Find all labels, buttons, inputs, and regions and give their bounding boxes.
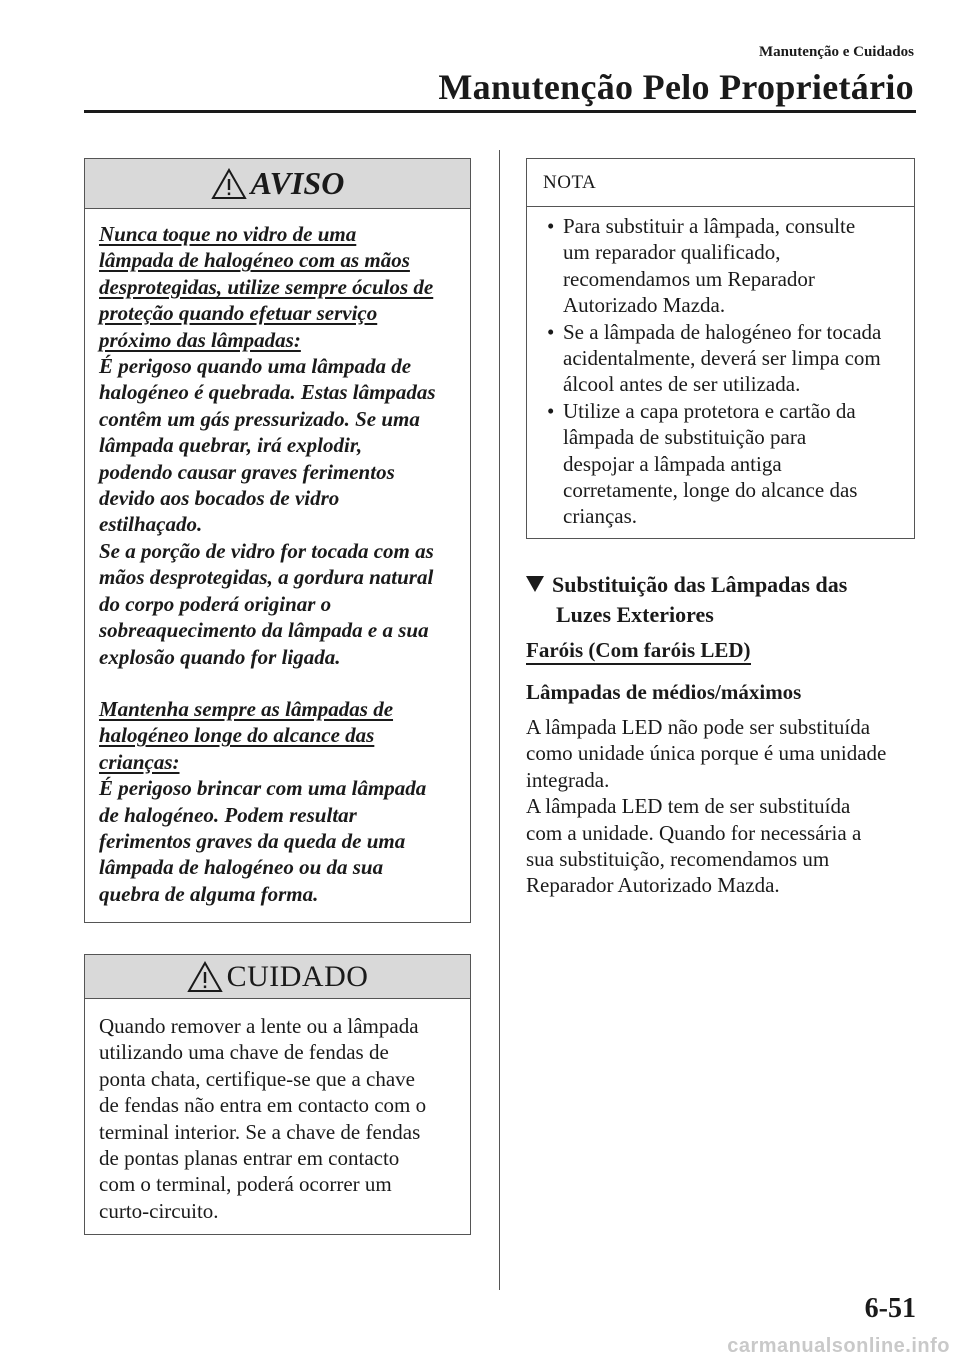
paragraph-gap: [99, 670, 456, 696]
aviso-line: lâmpada quebrar, irá explodir,: [99, 433, 363, 458]
paragraph-line: A lâmpada LED não pode ser substituída: [526, 715, 871, 739]
nota-bullet-item: [543, 213, 902, 319]
cuidado-title: CUIDADO: [226, 959, 369, 993]
bullet-dot: •: [547, 214, 555, 238]
bullet-dot: •: [547, 319, 555, 344]
nota-line: Para substituir a lâmpada, consulte: [563, 214, 856, 238]
aviso-line: lâmpada de halogéneo ou da sua: [99, 855, 384, 880]
paragraph-line: como unidade única porque é uma unidade: [526, 741, 887, 766]
cuidado-line: com o terminal, poderá ocorrer um: [99, 1172, 392, 1197]
aviso-line: devido aos bocados de vidro: [99, 486, 340, 511]
aviso-title: AVISO: [250, 165, 345, 201]
aviso-line: desprotegidas, utilize sempre óculos de: [99, 274, 434, 299]
header-section-label: Manutenção e Cuidados: [758, 44, 914, 60]
header-rule: [84, 110, 916, 113]
cuidado-caution-box: [84, 954, 471, 1235]
aviso-line: sobreaquecimento da lâmpada e a sua: [99, 618, 429, 643]
nota-title: NOTA: [527, 159, 914, 207]
nota-line: crianças.: [563, 504, 638, 529]
aviso-line: É perigoso quando uma lâmpada de: [99, 354, 412, 379]
cuidado-line: Quando remover a lente ou a lâmpada: [99, 1014, 419, 1038]
column-divider: [499, 150, 500, 1290]
nota-box: [526, 158, 915, 539]
warning-triangle-icon: [187, 961, 223, 993]
aviso-line: É perigoso brincar com uma lâmpada: [99, 776, 427, 801]
aviso-line: Se a porção de vidro for tocada com as: [99, 538, 434, 563]
nota-line: acidentalmente, deverá ser limpa com: [563, 346, 881, 371]
watermark: carmanualsonline.info: [727, 1335, 950, 1357]
section-heading-line1: Substituição das Lâmpadas das: [552, 572, 848, 597]
aviso-line: do corpo poderá originar o: [99, 591, 332, 616]
bullet-dot: •: [547, 398, 555, 423]
cuidado-header: [85, 955, 470, 999]
farois-subheading: [526, 638, 751, 663]
lamp-subheading: Lâmpadas de médios/máximos: [526, 680, 802, 704]
page-number: 6-51: [864, 1293, 916, 1324]
section-heading: [526, 570, 847, 630]
nota-line: um reparador qualificado,: [563, 240, 781, 265]
nota-line: Utilize a capa protetora e cartão da: [563, 398, 856, 423]
aviso-line: mãos desprotegidas, a gordura natural: [99, 565, 434, 590]
paragraph-line: Reparador Autorizado Mazda.: [526, 873, 780, 898]
aviso-line: lâmpada de halogéneo com as mãos: [99, 248, 410, 273]
aviso-body: [85, 209, 470, 907]
cuidado-line: curto-circuito.: [99, 1198, 219, 1223]
paragraph-line: integrada.: [526, 767, 610, 792]
nota-bullet-item: [543, 319, 902, 398]
page-title: Manutenção Pelo Proprietário: [438, 67, 914, 107]
aviso-line: próximo das lâmpadas:: [99, 327, 301, 352]
nota-bullet-item: [543, 398, 902, 530]
farois-label: Faróis (Com faróis LED): [526, 638, 751, 665]
nota-line: despojar a lâmpada antiga: [563, 451, 782, 476]
down-triangle-icon: [526, 576, 544, 592]
nota-line: álcool antes de ser utilizada.: [563, 372, 801, 397]
warning-triangle-icon: [211, 168, 247, 200]
aviso-line: quebra de alguma forma.: [99, 881, 319, 906]
aviso-line: crianças:: [99, 749, 180, 774]
aviso-line: halogéneo é quebrada. Estas lâmpadas: [99, 380, 436, 405]
section-heading-line2: Luzes Exteriores: [556, 602, 714, 627]
cuidado-line: terminal interior. Se a chave de fendas: [99, 1119, 421, 1144]
aviso-line: proteção quando efetuar serviço: [99, 301, 378, 326]
nota-line: lâmpada de substituição para: [563, 425, 807, 450]
cuidado-body: [85, 999, 470, 1224]
cuidado-line: utilizando uma chave de fendas de: [99, 1040, 389, 1065]
aviso-line: de halogéneo. Podem resultar: [99, 802, 357, 827]
paragraph-line: sua substituição, recomendamos um: [526, 847, 830, 872]
aviso-line: estilhaçado.: [99, 512, 203, 537]
aviso-warning-box: [84, 158, 471, 923]
cuidado-line: de pontas planas entrar em contacto: [99, 1146, 400, 1171]
paragraph-line: com a unidade. Quando for necessária a: [526, 820, 862, 845]
aviso-header: [85, 159, 470, 209]
nota-line: corretamente, longe do alcance das: [563, 478, 858, 503]
nota-body: [527, 207, 914, 530]
aviso-line: halogéneo longe do alcance das: [99, 723, 375, 748]
aviso-line: Mantenha sempre as lâmpadas de: [99, 696, 394, 721]
cuidado-line: ponta chata, certifique-se que a chave: [99, 1066, 415, 1091]
paragraph-line: A lâmpada LED tem de ser substituída: [526, 794, 851, 819]
aviso-line: explosão quando for ligada.: [99, 644, 341, 669]
nota-line: Autorizado Mazda.: [563, 293, 726, 318]
nota-line: Se a lâmpada de halogéneo for tocada: [563, 319, 882, 344]
nota-line: recomendamos um Reparador: [563, 266, 815, 291]
aviso-line: ferimentos graves da queda de uma: [99, 828, 406, 853]
cuidado-line: de fendas não entra em contacto com o: [99, 1093, 427, 1118]
aviso-line: Nunca toque no vidro de uma: [99, 222, 357, 246]
aviso-line: contêm um gás pressurizado. Se uma: [99, 406, 420, 431]
led-paragraph: [526, 714, 918, 899]
aviso-line: podendo causar graves ferimentos: [99, 459, 395, 484]
